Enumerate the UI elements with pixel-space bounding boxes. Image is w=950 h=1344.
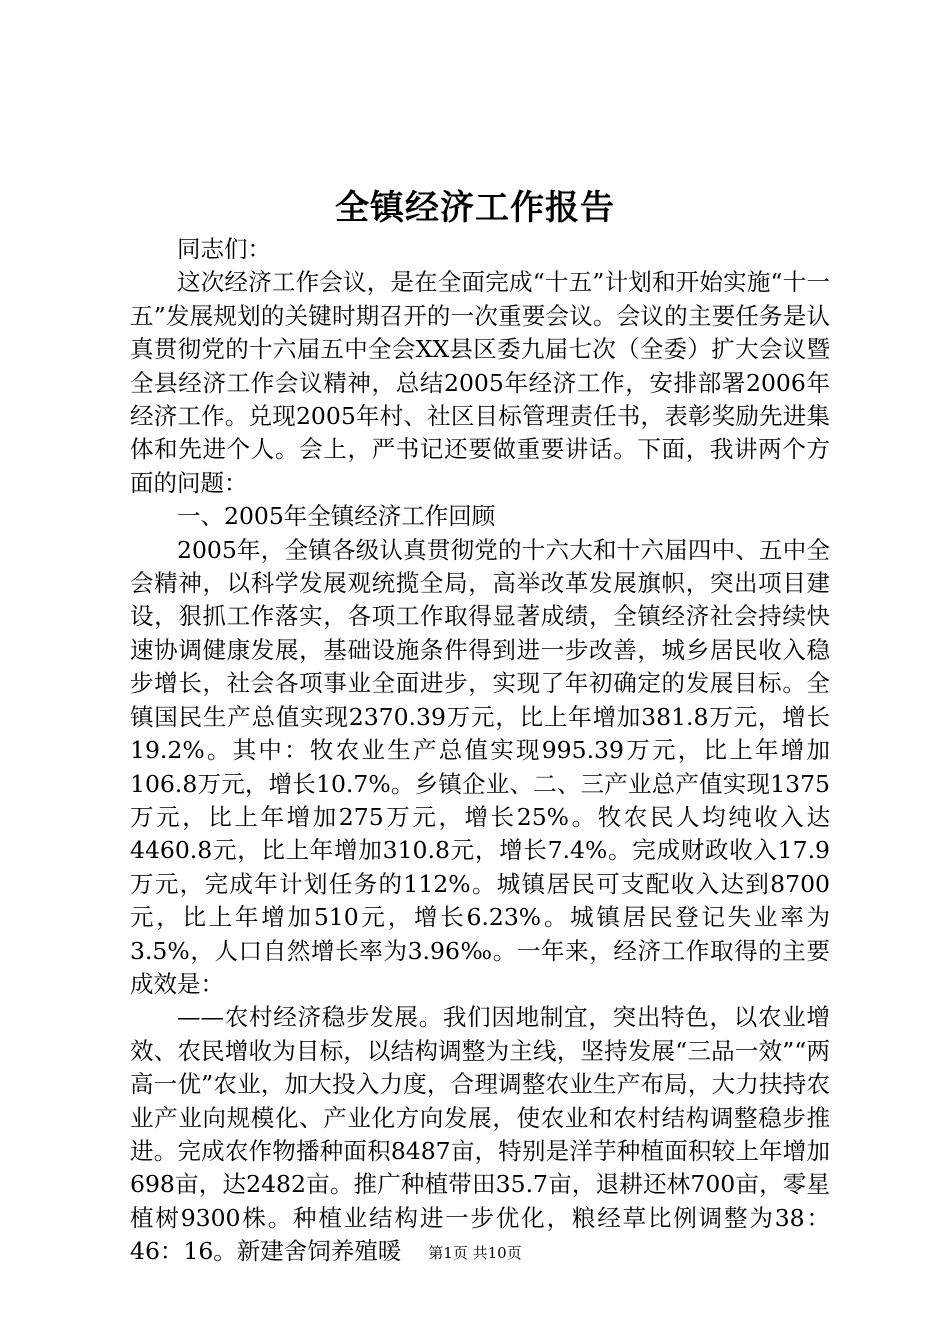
document-title: 全镇经济工作报告 bbox=[335, 188, 615, 228]
section-heading: 一、2005年全镇经济工作回顾 bbox=[177, 502, 496, 531]
salutation: 同志们： bbox=[177, 235, 271, 263]
document-body bbox=[130, 233, 830, 1269]
paragraph-intro: 这次经济工作会议，是在全面完成“十五”计划和开始实施“十一五”发展规划的关键时期召开的一次重要会议。会议的主要任务是认真贯彻党的十六届五中全会XX县区委九届七次（全委）扩大会议暨全县经济工作会议精神，总结2005年经济工作，安排部署2006年经济工作。兑现2005年村、社区目标管理责任书，表彰奖励先进集体和先进个人。会上，严书记还要做重要讲话。下面，我讲两个方面的问题： bbox=[130, 268, 830, 497]
paragraph-review: 2005年，全镇各级认真贯彻党的十六大和十六届四中、五中全会精神，以科学发展观统揽全局，高举改革发展旗帜，突出项目建设，狠抓工作落实，各项工作取得显著成绩，全镇经济社会持续快速协调健康发展，基础设施条件得到进一步改善，城乡居民收入稳步增长，社会各项事业全面进步，实现了年初确定的发展目标。全镇国民生产总值实现2370.39万元，比上年增加381.8万元，增长19.2%。其中：牧农业生产总值实现995.39万元，比上年增加106.8万元，增长10.7%。乡镇企业、二、三产业总产值实现1375万元，比上年增加275万元，增长25%。牧农民人均纯收入达4460.8元，比上年增加310.8元，增长7.4%。完成财政收入17.9万元，完成年计划任务的112%。城镇居民可支配收入达到8700元，比上年增加510元，增长6.23%。城镇居民登记失业率为3.5%，人口自然增长率为3.96‰。一年来，经济工作取得的主要成效是： bbox=[130, 535, 830, 998]
paragraph-rural-economy: ——农村经济稳步发展。我们因地制宜，突出特色，以农业增效、农民增收为目标，以结构调整为主线，坚持发展“三品一效”“两高一优”农业，加大投入力度，合理调整农业生产布局，大力扶持农业产业向规模化、产业化方向发展，使农业和农村结构调整稳步推进。完成农作物播种面积8487亩，特别是洋芋种植面积较上年增加698亩，达2482亩。推广种植带田35.7亩，退耕还林700亩，零星植树9300株。种植业结构进一步优化，粮经草比例调整为38：46：16。新建舍饲养殖暖 bbox=[130, 1003, 830, 1266]
page-footer: 第1页 共10页 bbox=[428, 1244, 522, 1262]
